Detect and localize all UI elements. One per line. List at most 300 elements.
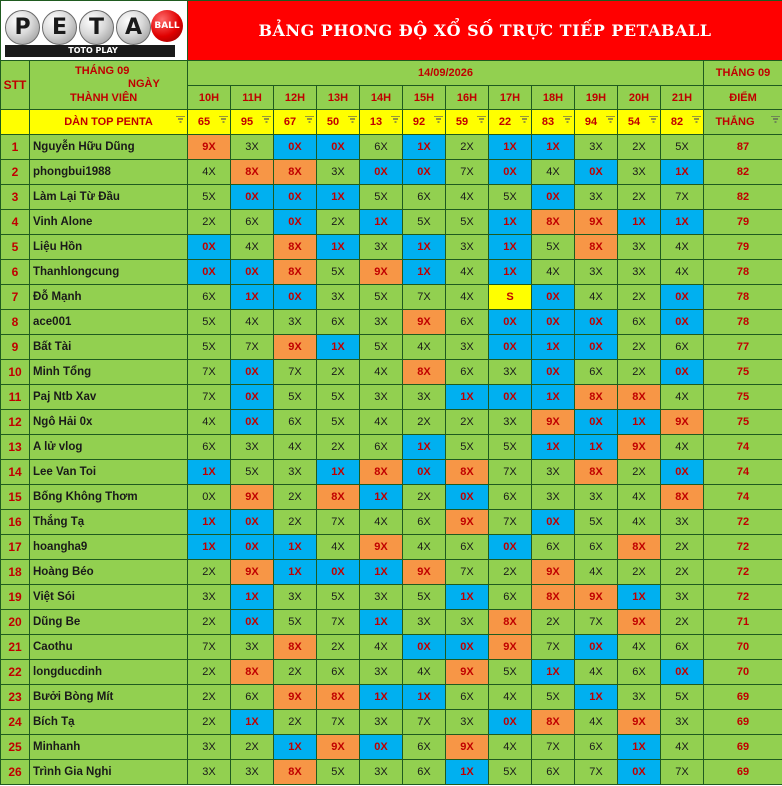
table-row	[1, 485, 782, 510]
stt-header: STT	[1, 61, 30, 110]
member-name: Việt Sói	[30, 585, 188, 610]
top-value-cell[interactable]	[618, 110, 661, 135]
score-cell: 4X	[661, 435, 704, 460]
score-cell: 4X	[489, 685, 532, 710]
score-cell: 2X	[618, 285, 661, 310]
score-cell: 4X	[360, 635, 403, 660]
filter-dropdown-icon[interactable]	[649, 116, 658, 124]
ball-logo-icon: BALL	[151, 10, 183, 42]
score-cell: 6X	[317, 310, 360, 335]
score-cell: 7X	[403, 285, 446, 310]
row-stt: 7	[1, 285, 30, 310]
score-cell: 1X	[274, 560, 317, 585]
member-name: ace001	[30, 310, 188, 335]
score-cell: 0X	[446, 485, 489, 510]
score-cell: 1X	[317, 235, 360, 260]
score-cell: 3X	[231, 135, 274, 160]
score-cell: 3X	[360, 710, 403, 735]
filter-dropdown-icon[interactable]	[391, 116, 400, 124]
score-cell: 5X	[489, 185, 532, 210]
table-row	[1, 385, 782, 410]
top-value: 82	[670, 116, 684, 128]
score-cell: 8X	[618, 535, 661, 560]
score-cell: 0X	[575, 410, 618, 435]
score-cell: 0X	[575, 635, 618, 660]
score-cell: 9X	[575, 585, 618, 610]
top-value-cell[interactable]	[532, 110, 575, 135]
points-cell: 75	[704, 410, 782, 435]
score-cell: 4X	[188, 160, 231, 185]
score-cell: 8X	[317, 685, 360, 710]
score-cell: 4X	[317, 535, 360, 560]
score-cell: 8X	[274, 235, 317, 260]
score-cell: 6X	[532, 535, 575, 560]
score-cell: 1X	[274, 735, 317, 760]
score-cell: 8X	[575, 235, 618, 260]
score-cell: 5X	[317, 585, 360, 610]
score-cell: 5X	[446, 435, 489, 460]
top-value-cell[interactable]	[317, 110, 360, 135]
table-row	[1, 685, 782, 710]
top-value: 54	[627, 116, 641, 128]
score-cell: 4X	[618, 485, 661, 510]
score-cell: 3X	[360, 585, 403, 610]
score-cell: 4X	[446, 185, 489, 210]
score-cell: 6X	[403, 760, 446, 785]
day-label: NGÀY	[128, 78, 160, 90]
score-cell: 6X	[575, 535, 618, 560]
table-row	[1, 710, 782, 735]
score-cell: 2X	[188, 660, 231, 685]
score-cell: 1X	[489, 260, 532, 285]
score-cell: 1X	[489, 235, 532, 260]
top-value-cell[interactable]	[360, 110, 403, 135]
score-cell: 0X	[274, 285, 317, 310]
score-cell: 3X	[274, 310, 317, 335]
score-cell: 8X	[618, 385, 661, 410]
points-cell: 75	[704, 360, 782, 385]
score-cell: 4X	[231, 235, 274, 260]
score-cell: 3X	[360, 760, 403, 785]
score-cell: 8X	[274, 760, 317, 785]
score-cell: 2X	[317, 360, 360, 385]
score-cell: 9X	[618, 435, 661, 460]
table-row	[1, 410, 782, 435]
score-cell: 3X	[661, 710, 704, 735]
hour-header: 15H	[403, 86, 446, 110]
score-cell: 2X	[446, 135, 489, 160]
score-cell: S	[489, 285, 532, 310]
score-cell: 3X	[661, 510, 704, 535]
score-cell: 2X	[618, 335, 661, 360]
score-cell: 3X	[188, 760, 231, 785]
score-cell: 2X	[446, 410, 489, 435]
score-cell: 1X	[360, 685, 403, 710]
score-cell: 3X	[618, 235, 661, 260]
filter-dropdown-icon[interactable]	[692, 116, 701, 124]
score-cell: 4X	[360, 510, 403, 535]
points-cell: 77	[704, 335, 782, 360]
score-cell: 0X	[489, 535, 532, 560]
table-row	[1, 560, 782, 585]
score-cell: 3X	[231, 635, 274, 660]
score-cell: 1X	[661, 210, 704, 235]
score-cell: 3X	[360, 235, 403, 260]
table-row	[1, 435, 782, 460]
score-cell: 0X	[532, 185, 575, 210]
points-cell: 78	[704, 285, 782, 310]
score-cell: 7X	[661, 760, 704, 785]
score-cell: 6X	[403, 185, 446, 210]
score-cell: 1X	[489, 210, 532, 235]
hour-header: 19H	[575, 86, 618, 110]
top-penta-label-cell[interactable]	[30, 110, 188, 135]
table-row	[1, 135, 782, 160]
score-cell: 2X	[618, 185, 661, 210]
score-cell: 6X	[446, 535, 489, 560]
score-cell: 7X	[403, 710, 446, 735]
score-cell: 8X	[231, 660, 274, 685]
filter-dropdown-icon[interactable]	[520, 116, 529, 124]
top-value-cell[interactable]	[489, 110, 532, 135]
points-cell: 78	[704, 310, 782, 335]
score-cell: 6X	[403, 735, 446, 760]
score-cell: 3X	[403, 610, 446, 635]
member-label: THÀNH VIÊN	[70, 92, 138, 104]
points-cell: 82	[704, 185, 782, 210]
score-cell: 7X	[446, 560, 489, 585]
score-cell: 2X	[618, 460, 661, 485]
score-cell: 2X	[231, 735, 274, 760]
logo-letter: A	[116, 10, 151, 45]
score-cell: 5X	[188, 310, 231, 335]
score-cell: 2X	[274, 660, 317, 685]
score-cell: 1X	[360, 210, 403, 235]
top-value: 22	[498, 116, 512, 128]
score-cell: 7X	[188, 635, 231, 660]
score-cell: 4X	[403, 660, 446, 685]
logo-letter: T	[79, 10, 114, 45]
score-cell: 7X	[661, 185, 704, 210]
filter-dropdown-icon[interactable]	[563, 116, 572, 124]
filter-dropdown-icon[interactable]	[348, 116, 357, 124]
score-cell: 5X	[317, 410, 360, 435]
score-cell: 4X	[360, 410, 403, 435]
member-name: Đỗ Mạnh	[30, 285, 188, 310]
hour-header: 21H	[661, 86, 704, 110]
filter-dropdown-icon[interactable]	[606, 116, 615, 124]
points-cell: 74	[704, 485, 782, 510]
filter-dropdown-icon[interactable]	[219, 116, 228, 124]
score-cell: 4X	[661, 235, 704, 260]
top-value-cell[interactable]	[446, 110, 489, 135]
top-value-cell[interactable]	[575, 110, 618, 135]
score-cell: 3X	[618, 160, 661, 185]
row-stt: 11	[1, 385, 30, 410]
score-cell: 8X	[489, 610, 532, 635]
score-cell: 8X	[274, 635, 317, 660]
member-name: Caothu	[30, 635, 188, 660]
score-cell: 5X	[360, 335, 403, 360]
filter-dropdown-icon[interactable]	[262, 116, 271, 124]
score-cell: 2X	[188, 560, 231, 585]
score-cell: 5X	[661, 685, 704, 710]
points-cell: 72	[704, 510, 782, 535]
score-cell: 3X	[575, 485, 618, 510]
logo-letter: E	[42, 10, 77, 45]
score-cell: 0X	[231, 535, 274, 560]
row-stt: 4	[1, 210, 30, 235]
score-cell: 0X	[575, 335, 618, 360]
points-cell: 74	[704, 460, 782, 485]
row-stt: 3	[1, 185, 30, 210]
score-cell: 6X	[661, 635, 704, 660]
score-cell: 8X	[231, 160, 274, 185]
score-cell: 4X	[489, 735, 532, 760]
score-cell: 3X	[446, 235, 489, 260]
hour-header: 16H	[446, 86, 489, 110]
points-cell: 69	[704, 685, 782, 710]
score-cell: 1X	[618, 735, 661, 760]
row-stt: 18	[1, 560, 30, 585]
score-cell: 6X	[188, 285, 231, 310]
score-cell: 6X	[489, 585, 532, 610]
member-name: Ngô Hải 0x	[30, 410, 188, 435]
table-row	[1, 160, 782, 185]
logo-letters	[5, 10, 151, 45]
score-cell: 0X	[532, 360, 575, 385]
top-value: 50	[326, 116, 340, 128]
title-row	[1, 1, 782, 61]
score-cell: 7X	[317, 710, 360, 735]
score-cell: 0X	[661, 285, 704, 310]
hour-header: 12H	[274, 86, 317, 110]
score-cell: 4X	[403, 335, 446, 360]
score-cell: 0X	[274, 185, 317, 210]
score-cell: 3X	[360, 310, 403, 335]
score-cell: 3X	[446, 335, 489, 360]
row-stt: 2	[1, 160, 30, 185]
member-name: Minh Tổng	[30, 360, 188, 385]
score-cell: 5X	[317, 385, 360, 410]
score-cell: 9X	[532, 410, 575, 435]
score-cell: 3X	[360, 660, 403, 685]
filter-dropdown-icon[interactable]	[477, 116, 486, 124]
row-stt: 21	[1, 635, 30, 660]
score-cell: 1X	[274, 535, 317, 560]
score-cell: 1X	[317, 460, 360, 485]
table-row	[1, 510, 782, 535]
top-value: 59	[455, 116, 469, 128]
score-cell: 3X	[575, 135, 618, 160]
score-cell: 7X	[188, 360, 231, 385]
table-row	[1, 310, 782, 335]
score-cell: 1X	[403, 135, 446, 160]
month-right-header: THÁNG 09	[704, 61, 782, 86]
filter-dropdown-icon[interactable]	[176, 116, 185, 124]
filter-dropdown-icon[interactable]	[305, 116, 314, 124]
member-day-header	[30, 61, 188, 110]
score-cell: 1X	[532, 435, 575, 460]
top-value-cell[interactable]	[403, 110, 446, 135]
hour-header: 20H	[618, 86, 661, 110]
row-stt: 5	[1, 235, 30, 260]
score-cell: 3X	[575, 260, 618, 285]
score-cell: 2X	[274, 710, 317, 735]
table-row	[1, 610, 782, 635]
member-name: Trình Gia Nghi	[30, 760, 188, 785]
score-cell: 0X	[489, 310, 532, 335]
score-cell: 0X	[618, 760, 661, 785]
score-cell: 6X	[446, 685, 489, 710]
row-stt: 14	[1, 460, 30, 485]
table-row	[1, 285, 782, 310]
score-cell: 4X	[532, 160, 575, 185]
member-name: A lử vlog	[30, 435, 188, 460]
score-cell: 3X	[532, 460, 575, 485]
points-cell: 69	[704, 760, 782, 785]
score-cell: 7X	[274, 360, 317, 385]
score-cell: 1X	[446, 385, 489, 410]
top-value-cell[interactable]	[661, 110, 704, 135]
hour-header: 17H	[489, 86, 532, 110]
score-cell: 9X	[403, 310, 446, 335]
score-cell: 2X	[317, 435, 360, 460]
score-cell: 6X	[446, 360, 489, 385]
row-stt: 13	[1, 435, 30, 460]
hour-header: 10H	[188, 86, 231, 110]
table-row	[1, 585, 782, 610]
score-cell: 4X	[575, 710, 618, 735]
score-cell: 4X	[575, 660, 618, 685]
row-stt: 12	[1, 410, 30, 435]
score-cell: 0X	[317, 560, 360, 585]
member-name: longducdinh	[30, 660, 188, 685]
member-name: Bất Tài	[30, 335, 188, 360]
score-cell: 3X	[274, 585, 317, 610]
score-cell: 6X	[446, 310, 489, 335]
member-name: Bích Tạ	[30, 710, 188, 735]
score-cell: 5X	[575, 510, 618, 535]
score-cell: 0X	[274, 210, 317, 235]
hour-header: 18H	[532, 86, 575, 110]
score-cell: 5X	[188, 335, 231, 360]
filter-dropdown-icon[interactable]	[771, 116, 780, 124]
member-name: hoangha9	[30, 535, 188, 560]
score-cell: 0X	[360, 735, 403, 760]
score-cell: 4X	[618, 635, 661, 660]
top-penta-label: DÀN TOP PENTA	[64, 116, 153, 128]
score-cell: 4X	[446, 260, 489, 285]
score-cell: 0X	[575, 160, 618, 185]
score-cell: 0X	[403, 160, 446, 185]
score-cell: 6X	[231, 210, 274, 235]
score-cell: 5X	[403, 585, 446, 610]
row-stt: 6	[1, 260, 30, 285]
score-cell: 0X	[489, 385, 532, 410]
points-cell: 75	[704, 385, 782, 410]
score-cell: 7X	[532, 635, 575, 660]
score-cell: 0X	[532, 510, 575, 535]
hour-header: 14H	[360, 86, 403, 110]
hour-header: 11H	[231, 86, 274, 110]
table-row	[1, 460, 782, 485]
score-cell: 8X	[575, 460, 618, 485]
score-cell: 0X	[575, 310, 618, 335]
score-cell: 0X	[188, 235, 231, 260]
score-cell: 8X	[317, 485, 360, 510]
score-header: ĐIỂM	[704, 86, 782, 110]
score-cell: 9X	[231, 485, 274, 510]
score-cell: 6X	[317, 660, 360, 685]
score-cell: 5X	[188, 185, 231, 210]
score-cell: 2X	[618, 360, 661, 385]
top-value-cell[interactable]	[188, 110, 231, 135]
points-cell: 79	[704, 210, 782, 235]
score-cell: 6X	[231, 685, 274, 710]
score-cell: 0X	[274, 135, 317, 160]
score-cell: 6X	[403, 510, 446, 535]
row-stt: 20	[1, 610, 30, 635]
score-cell: 1X	[360, 485, 403, 510]
win-header[interactable]	[704, 110, 782, 135]
score-cell: 1X	[446, 585, 489, 610]
score-cell: 4X	[274, 435, 317, 460]
table-row	[1, 360, 782, 385]
score-cell: 3X	[231, 760, 274, 785]
score-cell: 1X	[360, 560, 403, 585]
score-cell: 0X	[360, 160, 403, 185]
score-cell: 0X	[317, 135, 360, 160]
score-cell: 3X	[489, 360, 532, 385]
filter-dropdown-icon[interactable]	[434, 116, 443, 124]
score-cell: 3X	[489, 410, 532, 435]
score-cell: 5X	[489, 435, 532, 460]
table-row	[1, 535, 782, 560]
score-cell: 7X	[317, 610, 360, 635]
score-cell: 2X	[489, 560, 532, 585]
score-cell: 1X	[532, 660, 575, 685]
score-cell: 1X	[532, 335, 575, 360]
score-cell: 1X	[317, 335, 360, 360]
row-stt: 8	[1, 310, 30, 335]
score-cell: 3X	[661, 585, 704, 610]
score-cell: 4X	[618, 510, 661, 535]
member-name: Bống Không Thơm	[30, 485, 188, 510]
score-cell: 0X	[489, 710, 532, 735]
table-row	[1, 635, 782, 660]
score-cell: 3X	[274, 460, 317, 485]
score-cell: 3X	[618, 260, 661, 285]
top-value-cell[interactable]	[274, 110, 317, 135]
top-value-cell[interactable]	[231, 110, 274, 135]
score-cell: 6X	[360, 435, 403, 460]
score-cell: 7X	[317, 510, 360, 535]
score-cell: 4X	[403, 535, 446, 560]
score-cell: 3X	[317, 160, 360, 185]
points-cell: 69	[704, 735, 782, 760]
score-cell: 0X	[188, 485, 231, 510]
score-cell: 6X	[188, 435, 231, 460]
score-cell: 0X	[231, 610, 274, 635]
score-cell: 5X	[360, 285, 403, 310]
score-cell: 4X	[231, 310, 274, 335]
score-cell: 2X	[532, 610, 575, 635]
table-row	[1, 210, 782, 235]
score-cell: 1X	[618, 585, 661, 610]
score-cell: 7X	[489, 460, 532, 485]
score-cell: 8X	[661, 485, 704, 510]
